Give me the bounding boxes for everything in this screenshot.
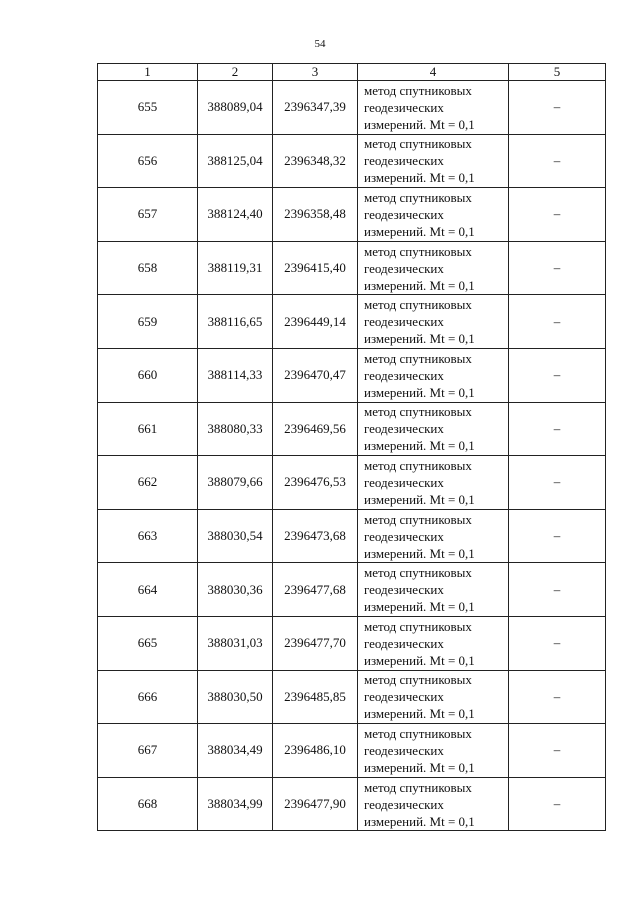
column-header-3: 3 [273, 64, 358, 81]
method-text-line: геодезических [364, 796, 444, 812]
method-text-line: метод спутниковых [364, 779, 472, 795]
method-text-line: геодезических [364, 314, 444, 330]
method-text-line: геодезических [364, 99, 444, 115]
method-text-line: метод спутниковых [364, 189, 472, 205]
method-text-line: измерений. Mt = 0,1 [364, 491, 475, 507]
point-number-cell: 656 [98, 134, 198, 188]
point-number-cell: 659 [98, 295, 198, 349]
method-cell [358, 563, 509, 617]
method-text-line: геодезических [364, 689, 444, 705]
note-cell: – [509, 777, 606, 831]
note-cell: – [509, 509, 606, 563]
method-text-line: измерений. Mt = 0,1 [364, 223, 475, 239]
table-row [98, 777, 606, 831]
note-cell: – [509, 188, 606, 242]
table-row [98, 241, 606, 295]
y-coordinate-cell: 2396348,32 [273, 134, 358, 188]
x-coordinate-cell: 388030,54 [198, 509, 273, 563]
y-coordinate-cell: 2396470,47 [273, 348, 358, 402]
method-text-line: измерений. Mt = 0,1 [364, 384, 475, 400]
method-cell [358, 348, 509, 402]
y-coordinate-cell: 2396477,90 [273, 777, 358, 831]
method-text-line: геодезических [364, 528, 444, 544]
table-row [98, 509, 606, 563]
method-cell [358, 402, 509, 456]
table-row [98, 348, 606, 402]
method-cell [358, 134, 509, 188]
method-cell [358, 295, 509, 349]
y-coordinate-cell: 2396358,48 [273, 188, 358, 242]
method-cell [358, 188, 509, 242]
method-cell [358, 456, 509, 510]
method-text-line: метод спутниковых [364, 672, 472, 688]
x-coordinate-cell: 388116,65 [198, 295, 273, 349]
method-text-line: метод спутниковых [364, 457, 472, 473]
method-text-line: метод спутниковых [364, 618, 472, 634]
note-cell: – [509, 295, 606, 349]
note-cell: – [509, 348, 606, 402]
method-text-line: измерений. Mt = 0,1 [364, 813, 475, 829]
table-row [98, 188, 606, 242]
x-coordinate-cell: 388031,03 [198, 616, 273, 670]
table-body [98, 81, 606, 831]
table-row [98, 563, 606, 617]
method-text-line: метод спутниковых [364, 565, 472, 581]
point-number-cell: 658 [98, 241, 198, 295]
table-row [98, 616, 606, 670]
x-coordinate-cell: 388114,33 [198, 348, 273, 402]
method-text-line: измерений. Mt = 0,1 [364, 706, 475, 722]
method-cell [358, 241, 509, 295]
method-text-line: метод спутниковых [364, 350, 472, 366]
note-cell: – [509, 402, 606, 456]
x-coordinate-cell: 388030,36 [198, 563, 273, 617]
table-row [98, 81, 606, 135]
note-cell: – [509, 724, 606, 778]
point-number-cell: 663 [98, 509, 198, 563]
method-cell [358, 670, 509, 724]
point-number-cell: 666 [98, 670, 198, 724]
x-coordinate-cell: 388030,50 [198, 670, 273, 724]
y-coordinate-cell: 2396469,56 [273, 402, 358, 456]
point-number-cell: 660 [98, 348, 198, 402]
method-text-line: геодезических [364, 421, 444, 437]
method-text-line: метод спутниковых [364, 243, 472, 259]
note-cell: – [509, 81, 606, 135]
y-coordinate-cell: 2396347,39 [273, 81, 358, 135]
method-cell [358, 777, 509, 831]
method-text-line: геодезических [364, 474, 444, 490]
point-number-cell: 664 [98, 563, 198, 617]
point-number-cell: 668 [98, 777, 198, 831]
method-text-line: измерений. Mt = 0,1 [364, 599, 475, 615]
x-coordinate-cell: 388089,04 [198, 81, 273, 135]
point-number-cell: 667 [98, 724, 198, 778]
point-number-cell: 655 [98, 81, 198, 135]
x-coordinate-cell: 388125,04 [198, 134, 273, 188]
y-coordinate-cell: 2396485,85 [273, 670, 358, 724]
method-cell [358, 724, 509, 778]
note-cell: – [509, 616, 606, 670]
method-text-line: геодезических [364, 742, 444, 758]
method-text-line: геодезических [364, 153, 444, 169]
method-text-line: измерений. Mt = 0,1 [364, 331, 475, 347]
y-coordinate-cell: 2396477,70 [273, 616, 358, 670]
y-coordinate-cell: 2396476,53 [273, 456, 358, 510]
method-text-line: геодезических [364, 582, 444, 598]
method-text-line: метод спутниковых [364, 725, 472, 741]
point-number-cell: 662 [98, 456, 198, 510]
method-cell [358, 509, 509, 563]
table-row [98, 670, 606, 724]
column-header-1: 1 [98, 64, 198, 81]
method-text-line: измерений. Mt = 0,1 [364, 652, 475, 668]
table-row [98, 134, 606, 188]
method-text-line: метод спутниковых [364, 404, 472, 420]
x-coordinate-cell: 388034,99 [198, 777, 273, 831]
method-text-line: метод спутниковых [364, 297, 472, 313]
table-row [98, 402, 606, 456]
y-coordinate-cell: 2396473,68 [273, 509, 358, 563]
method-text-line: геодезических [364, 260, 444, 276]
method-text-line: геодезических [364, 367, 444, 383]
point-number-cell: 661 [98, 402, 198, 456]
x-coordinate-cell: 388080,33 [198, 402, 273, 456]
note-cell: – [509, 241, 606, 295]
column-header-4: 4 [358, 64, 509, 81]
point-number-cell: 665 [98, 616, 198, 670]
x-coordinate-cell: 388124,40 [198, 188, 273, 242]
table-row [98, 456, 606, 510]
x-coordinate-cell: 388034,49 [198, 724, 273, 778]
x-coordinate-cell: 388079,66 [198, 456, 273, 510]
method-text-line: геодезических [364, 635, 444, 651]
column-header-2: 2 [198, 64, 273, 81]
column-header-5: 5 [509, 64, 606, 81]
y-coordinate-cell: 2396449,14 [273, 295, 358, 349]
method-text-line: метод спутниковых [364, 82, 472, 98]
table-row [98, 295, 606, 349]
table-row [98, 724, 606, 778]
y-coordinate-cell: 2396486,10 [273, 724, 358, 778]
x-coordinate-cell: 388119,31 [198, 241, 273, 295]
note-cell: – [509, 456, 606, 510]
note-cell: – [509, 563, 606, 617]
page-number: 54 [314, 38, 326, 50]
method-cell [358, 81, 509, 135]
method-cell [358, 616, 509, 670]
method-text-line: метод спутниковых [364, 136, 472, 152]
method-text-line: измерений. Mt = 0,1 [364, 170, 475, 186]
method-text-line: измерений. Mt = 0,1 [364, 438, 475, 454]
method-text-line: измерений. Mt = 0,1 [364, 277, 475, 293]
method-text-line: метод спутниковых [364, 511, 472, 527]
table-header-row [98, 64, 606, 81]
note-cell: – [509, 670, 606, 724]
method-text-line: измерений. Mt = 0,1 [364, 545, 475, 561]
method-text-line: измерений. Mt = 0,1 [364, 759, 475, 775]
y-coordinate-cell: 2396477,68 [273, 563, 358, 617]
method-text-line: геодезических [364, 206, 444, 222]
point-number-cell: 657 [98, 188, 198, 242]
method-text-line: измерений. Mt = 0,1 [364, 116, 475, 132]
coordinates-table [97, 63, 606, 831]
note-cell: – [509, 134, 606, 188]
y-coordinate-cell: 2396415,40 [273, 241, 358, 295]
